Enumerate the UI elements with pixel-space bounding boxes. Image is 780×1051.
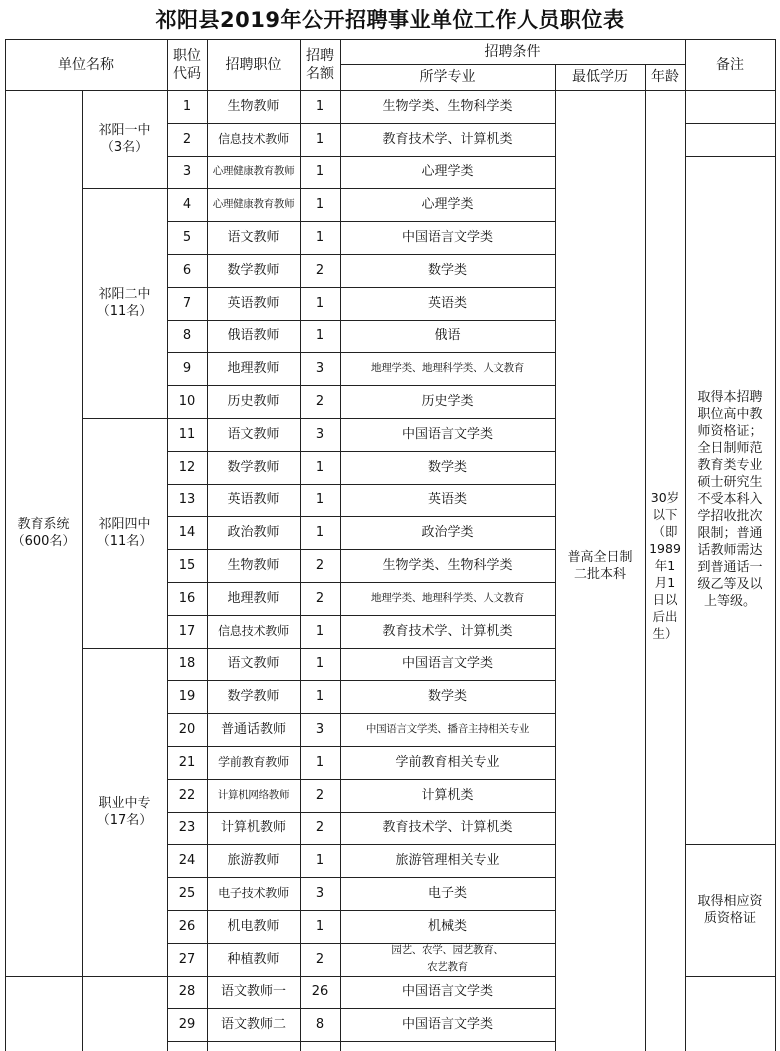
row-position: 语文教师 [227, 656, 280, 672]
system-name: 教育系统 （600名） [11, 516, 76, 549]
row-position: 心理健康教育教师 [212, 198, 295, 211]
row-code: 23 [178, 820, 196, 836]
row-position: 语文教师一 [220, 984, 286, 1000]
row-position: 数学教师 [227, 262, 280, 278]
row-code: 29 [178, 1017, 196, 1033]
row-major: 政治学类 [421, 525, 474, 541]
row-code: 7 [182, 295, 192, 311]
row-quota: 3 [315, 361, 325, 377]
row-major: 机械类 [427, 918, 467, 934]
row-position: 普通话教师 [220, 722, 286, 738]
row-code: 28 [178, 984, 196, 1000]
row-quota: 1 [315, 459, 325, 475]
header-education: 最低学历 [572, 69, 628, 85]
table-rule [5, 39, 776, 40]
row-code: 25 [178, 886, 196, 902]
education-requirement: 普高全日制 二批本科 [567, 549, 633, 582]
row-quota: 1 [315, 689, 325, 705]
row-position: 计算机网络教师 [217, 788, 290, 801]
row-position: 数学教师 [227, 459, 280, 475]
row-major: 旅游管理相关专业 [395, 853, 500, 869]
row-code: 26 [178, 918, 196, 934]
row-position: 英语教师 [227, 492, 280, 508]
row-quota: 1 [315, 197, 325, 213]
table-rule [685, 976, 776, 977]
row-quota: 1 [315, 131, 325, 147]
row-quota: 2 [315, 262, 325, 278]
row-code: 12 [178, 459, 196, 475]
row-code: 5 [182, 230, 192, 246]
row-code: 27 [178, 951, 196, 967]
row-code: 19 [178, 689, 196, 705]
row-quota: 8 [315, 1017, 325, 1033]
header-age: 年龄 [651, 69, 679, 85]
row-quota: 1 [315, 98, 325, 114]
row-position: 地理教师 [227, 361, 280, 377]
row-quota: 3 [315, 722, 325, 738]
table-rule [775, 39, 776, 1051]
header-position-code: 职位 代码 [173, 47, 201, 82]
row-major: 教育技术学、计算机类 [382, 820, 513, 836]
row-major: 地理学类、地理科学类、人文教育 [371, 362, 524, 375]
age-requirement: 30岁 以下 （即 1989 年1 月1 日以 后出 生） [649, 490, 681, 642]
table-rule [167, 1041, 556, 1042]
row-code: 9 [182, 361, 192, 377]
page-title: 祁阳县2019年公开招聘事业单位工作人员职位表 [155, 8, 625, 32]
row-major: 中国语言文学类 [401, 230, 493, 246]
table-rule [340, 64, 686, 65]
remarks-teacher-certificate: 取得本招聘 职位高中教 师资格证； 全日制师范 教育类专业 硕士研究生 不受本科入 学招收批次 限制；普通 话教师需达 到普通话一 级乙等及以 上等级。 [697, 390, 763, 610]
row-major: 俄语 [434, 328, 461, 344]
row-position: 心理健康教育教师 [212, 165, 295, 178]
row-code: 15 [178, 558, 196, 574]
row-position: 俄语教师 [227, 328, 280, 344]
row-major: 数学类 [427, 459, 467, 475]
table-rule [5, 976, 168, 977]
row-quota: 3 [315, 426, 325, 442]
row-quota: 2 [315, 820, 325, 836]
row-position: 机电教师 [227, 918, 280, 934]
row-position: 电子技术教师 [218, 886, 289, 901]
row-quota: 2 [315, 394, 325, 410]
row-position: 种植教师 [227, 951, 280, 967]
row-major: 中国语言文学类 [401, 984, 493, 1000]
row-major: 学前教育相关专业 [395, 754, 500, 770]
row-quota: 1 [315, 328, 325, 344]
school-name: 职业中专 （17名） [96, 795, 153, 828]
row-quota: 1 [315, 492, 325, 508]
header-position: 招聘职位 [225, 56, 282, 73]
row-position: 地理教师 [227, 590, 280, 606]
row-position: 信息技术教师 [218, 131, 289, 146]
row-position: 历史教师 [227, 394, 280, 410]
row-major: 心理学类 [421, 164, 474, 180]
remarks-qualification: 取得相应资 质资格证 [697, 893, 763, 926]
row-position: 计算机教师 [220, 820, 286, 836]
row-major: 生物学类、生物科学类 [382, 98, 513, 114]
row-code: 10 [178, 394, 196, 410]
row-major: 电子类 [427, 886, 467, 902]
row-quota: 1 [315, 754, 325, 770]
row-position: 语文教师 [227, 230, 280, 246]
row-position: 生物教师 [227, 558, 280, 574]
header-major: 所学专业 [419, 69, 476, 85]
row-quota: 2 [315, 590, 325, 606]
row-major: 英语类 [427, 295, 467, 311]
row-major: 历史学类 [421, 394, 474, 410]
row-code: 14 [178, 525, 196, 541]
school-name: 祁阳四中 （11名） [96, 516, 153, 549]
row-position: 语文教师 [227, 426, 280, 442]
row-major: 中国语言文学类 [401, 426, 493, 442]
row-code: 2 [182, 131, 192, 147]
row-position: 英语教师 [227, 295, 280, 311]
row-code: 8 [182, 328, 192, 344]
row-major: 数学类 [427, 689, 467, 705]
row-position: 数学教师 [227, 689, 280, 705]
row-code: 3 [182, 164, 192, 180]
row-major: 园艺、农学、园艺教育、 农艺教育 [391, 944, 504, 974]
row-quota: 1 [315, 295, 325, 311]
row-code: 21 [178, 754, 196, 770]
row-code: 13 [178, 492, 196, 508]
row-quota: 1 [315, 656, 325, 672]
row-quota: 2 [315, 787, 325, 803]
row-code: 16 [178, 590, 196, 606]
row-quota: 1 [315, 525, 325, 541]
row-major: 中国语言文学类 [401, 656, 493, 672]
row-major: 中国语言文学类、播音主持相关专业 [365, 723, 530, 736]
school-name: 祁阳二中 （11名） [96, 287, 153, 320]
row-code: 11 [178, 426, 196, 442]
row-quota: 1 [315, 853, 325, 869]
row-code: 22 [178, 787, 196, 803]
row-position: 生物教师 [227, 98, 280, 114]
header-unit-name: 单位名称 [58, 56, 114, 73]
row-code: 20 [178, 722, 196, 738]
row-position: 旅游教师 [227, 853, 280, 869]
row-position: 学前教育教师 [218, 754, 289, 769]
row-quota: 2 [315, 951, 325, 967]
row-major: 计算机类 [421, 787, 474, 803]
row-code: 18 [178, 656, 196, 672]
row-major: 数学类 [427, 262, 467, 278]
table-rule [685, 123, 776, 124]
row-quota: 26 [311, 984, 329, 1000]
row-quota: 2 [315, 558, 325, 574]
row-major: 地理学类、地理科学类、人文教育 [371, 591, 524, 604]
row-position: 信息技术教师 [218, 623, 289, 638]
row-major: 教育技术学、计算机类 [382, 131, 513, 147]
row-code: 6 [182, 262, 192, 278]
row-major: 中国语言文学类 [401, 1017, 493, 1033]
row-position: 政治教师 [227, 525, 280, 541]
row-major: 教育技术学、计算机类 [382, 623, 513, 639]
row-major: 生物学类、生物科学类 [382, 558, 513, 574]
header-quota: 招聘 名额 [306, 47, 334, 82]
row-position: 语文教师二 [220, 1017, 286, 1033]
row-quota: 1 [315, 623, 325, 639]
header-remarks: 备注 [716, 56, 744, 73]
row-code: 24 [178, 853, 196, 869]
row-quota: 1 [315, 230, 325, 246]
row-code: 4 [182, 197, 192, 213]
row-code: 1 [182, 98, 192, 114]
school-name: 祁阳一中 （3名） [98, 123, 151, 156]
row-quota: 1 [315, 164, 325, 180]
row-quota: 3 [315, 886, 325, 902]
row-quota: 1 [315, 918, 325, 934]
row-code: 17 [178, 623, 196, 639]
header-conditions: 招聘条件 [484, 43, 541, 60]
row-major: 心理学类 [421, 197, 474, 213]
row-major: 英语类 [427, 492, 467, 508]
